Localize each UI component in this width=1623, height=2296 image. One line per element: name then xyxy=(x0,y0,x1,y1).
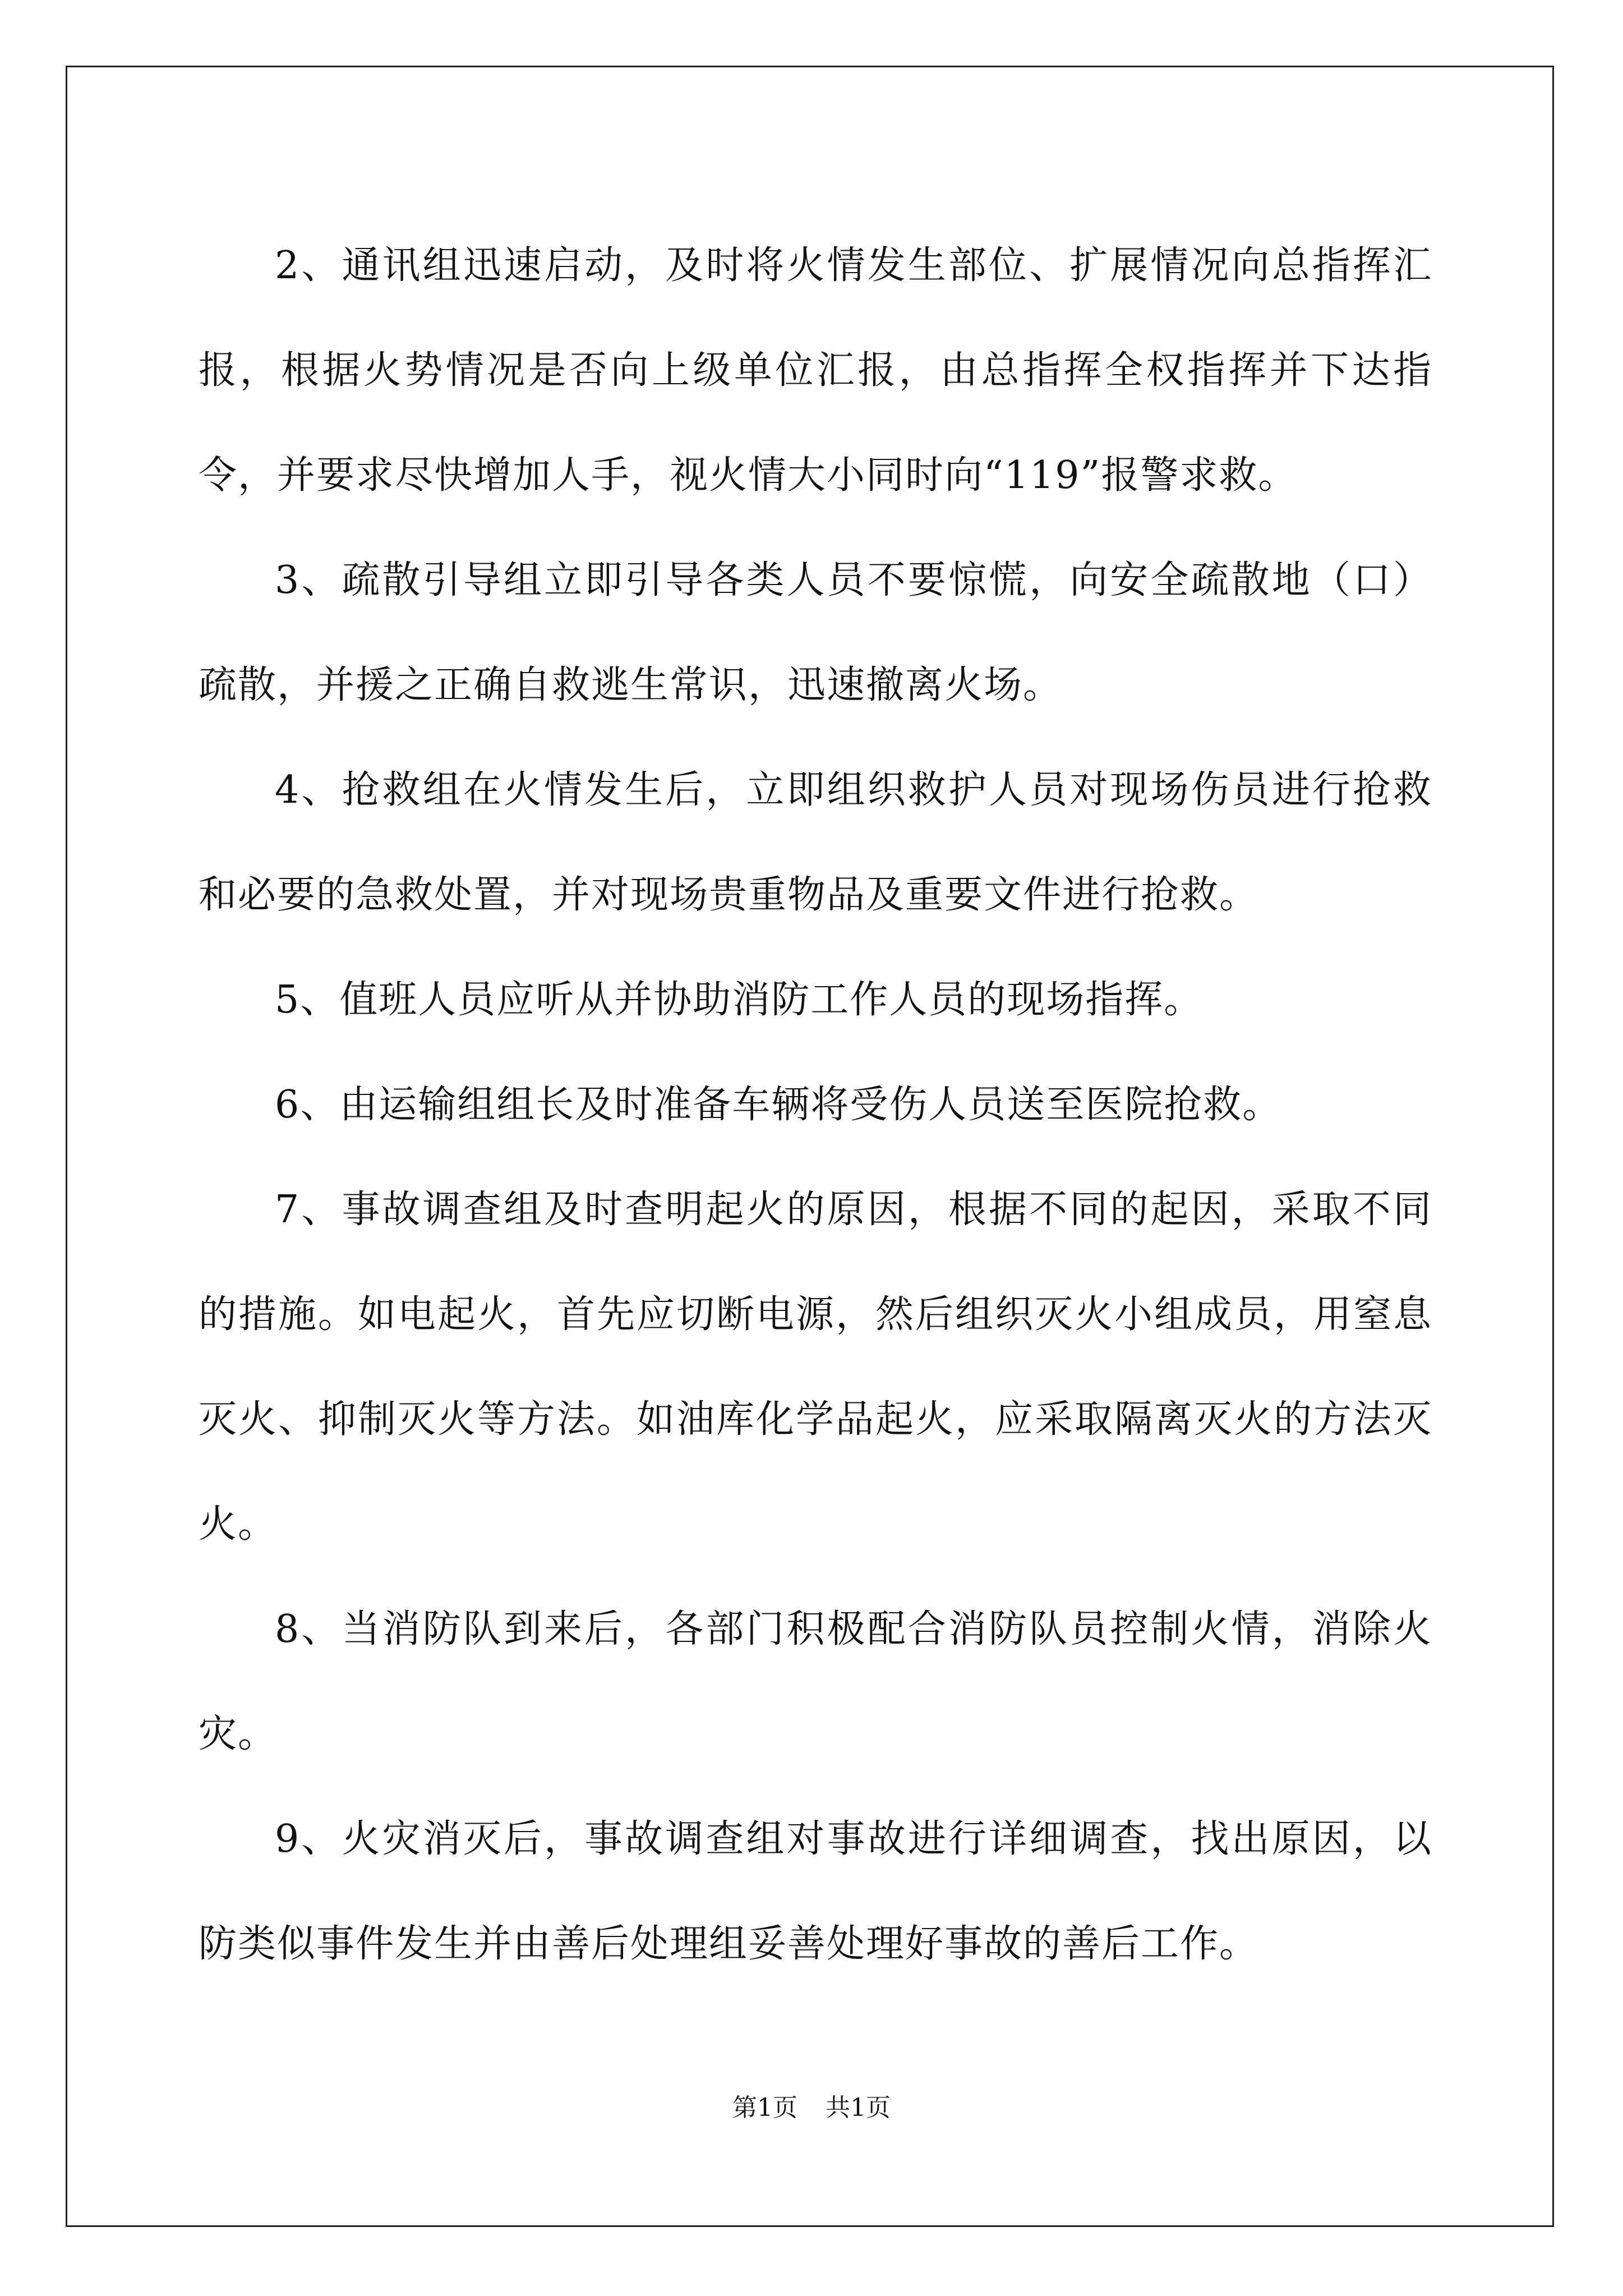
paragraph-3: 3、疏散引导组立即引导各类人员不要惊慌，向安全疏散地（口）疏散，并援之正确自救逃生常识，迅速撤离火场。 xyxy=(199,558,1432,707)
paragraph-6: 6、由运输组组长及时准备车辆将受伤人员送至医院抢救。 xyxy=(275,1083,1282,1127)
paragraph-4: 4、抢救组在火情发生后，立即组织救护人员对现场伤员进行抢救和必要的急救处置，并对现场贵重物品及重要文件进行抢救。 xyxy=(199,768,1432,917)
paragraph-7: 7、事故调查组及时查明起火的原因，根据不同的起因，采取不同的措施。如电起火，首先应切断电源，然后组织灭火小组成员，用窒息灭火、抑制灭火等方法。如油库化学品起火，应采取隔离灭火的方法灭火。 xyxy=(199,1188,1432,1547)
document-body xyxy=(199,213,1432,1996)
paragraph-8: 8、当消防队到来后，各部门积极配合消防队员控制火情，消除火灾。 xyxy=(199,1607,1432,1756)
paragraph-5: 5、值班人员应听从并协助消防工作人员的现场指挥。 xyxy=(275,978,1204,1022)
paragraph-9: 9、火灾消灭后，事故调查组对事故进行详细调查，找出原因，以防类似事件发生并由善后处理组妥善处理好事故的善后工作。 xyxy=(199,1817,1432,1966)
paragraph-2: 2、通讯组迅速启动，及时将火情发生部位、扩展情况向总指挥汇报，根据火势情况是否向上级单位汇报，由总指挥全权指挥并下达指令，并要求尽快增加人手，视火情大小同时向“119”报警求救。 xyxy=(199,243,1432,498)
page-total: 共1页 xyxy=(826,2093,891,2122)
page-footer xyxy=(0,2091,1623,2125)
page-number: 第1页 xyxy=(732,2093,797,2122)
